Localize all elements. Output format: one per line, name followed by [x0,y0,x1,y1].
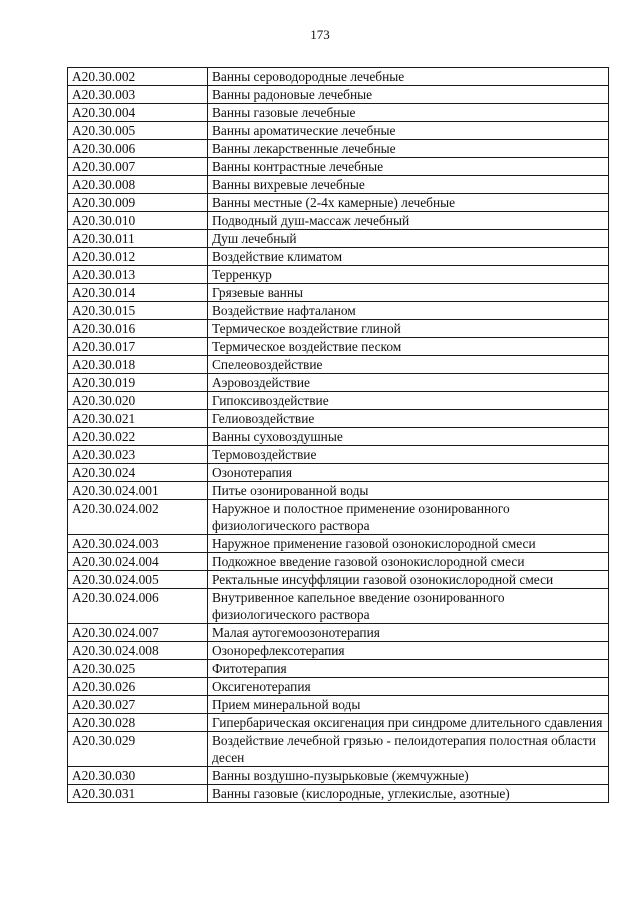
service-code-cell: A20.30.009 [68,194,208,212]
service-name-cell: Питье озонированной воды [208,482,609,500]
service-name-cell: Ванны газовые (кислородные, углекислые, азотные) [208,785,609,803]
service-name-cell: Фитотерапия [208,660,609,678]
service-code-cell: A20.30.004 [68,104,208,122]
service-name-cell: Воздействие лечебной грязью - пелоидотерапия полостная области десен [208,732,609,767]
table-row [68,68,609,86]
service-code-cell: A20.30.018 [68,356,208,374]
table-row [68,482,609,500]
table-row [68,446,609,464]
table-body [68,68,609,803]
service-name-cell: Ванны вихревые лечебные [208,176,609,194]
service-name-cell: Оксигенотерапия [208,678,609,696]
service-name-cell: Озонорефлексотерапия [208,642,609,660]
service-code-cell: A20.30.022 [68,428,208,446]
table-row [68,589,609,624]
service-name-cell: Ректальные инсуффляции газовой озонокислородной смеси [208,571,609,589]
table-row [68,624,609,642]
service-code-cell: A20.30.024.003 [68,535,208,553]
table-row [68,678,609,696]
table-row [68,535,609,553]
service-code-cell: A20.30.025 [68,660,208,678]
table-row [68,410,609,428]
service-name-cell: Термовоздействие [208,446,609,464]
service-name-cell: Воздействие климатом [208,248,609,266]
service-name-cell: Грязевые ванны [208,284,609,302]
service-name-cell: Термическое воздействие песком [208,338,609,356]
table-row [68,302,609,320]
table-row [68,392,609,410]
table-row [68,767,609,785]
table-row [68,660,609,678]
service-code-cell: A20.30.024.001 [68,482,208,500]
service-code-cell: A20.30.023 [68,446,208,464]
table-row [68,230,609,248]
service-name-cell: Прием минеральной воды [208,696,609,714]
service-code-cell: A20.30.026 [68,678,208,696]
service-name-cell: Наружное применение газовой озонокислородной смеси [208,535,609,553]
table-row [68,212,609,230]
service-code-cell: A20.30.015 [68,302,208,320]
service-code-cell: A20.30.005 [68,122,208,140]
table-row [68,248,609,266]
service-name-cell: Наружное и полостное применение озонированного физиологического раствора [208,500,609,535]
service-code-cell: A20.30.024.002 [68,500,208,535]
table-row [68,428,609,446]
service-code-cell: A20.30.021 [68,410,208,428]
service-name-cell: Ванны суховоздушные [208,428,609,446]
service-name-cell: Душ лечебный [208,230,609,248]
service-code-cell: A20.30.024.008 [68,642,208,660]
service-name-cell: Малая аутогемоозонотерапия [208,624,609,642]
service-code-cell: A20.30.012 [68,248,208,266]
service-name-cell: Внутривенное капельное введение озонированного физиологического раствора [208,589,609,624]
service-name-cell: Спелеовоздействие [208,356,609,374]
service-code-cell: A20.30.011 [68,230,208,248]
service-name-cell: Ванны радоновые лечебные [208,86,609,104]
service-code-cell: A20.30.019 [68,374,208,392]
service-code-cell: A20.30.008 [68,176,208,194]
service-name-cell: Ванны контрастные лечебные [208,158,609,176]
service-name-cell: Воздействие нафталаном [208,302,609,320]
service-name-cell: Гелиовоздействие [208,410,609,428]
table-row [68,732,609,767]
service-code-cell: A20.30.024 [68,464,208,482]
service-code-cell: A20.30.020 [68,392,208,410]
service-code-cell: A20.30.024.004 [68,553,208,571]
table-row [68,266,609,284]
table-row [68,158,609,176]
table-row [68,571,609,589]
table-row [68,86,609,104]
service-code-cell: A20.30.007 [68,158,208,176]
table-row [68,194,609,212]
service-codes-table [67,67,609,803]
table-row [68,140,609,158]
service-code-cell: A20.30.028 [68,714,208,732]
service-code-cell: A20.30.016 [68,320,208,338]
table-row [68,320,609,338]
service-code-cell: A20.30.024.006 [68,589,208,624]
service-name-cell: Ванны местные (2-4х камерные) лечебные [208,194,609,212]
service-code-cell: A20.30.010 [68,212,208,230]
table-row [68,374,609,392]
table-row [68,176,609,194]
service-code-cell: A20.30.003 [68,86,208,104]
service-name-cell: Ванны газовые лечебные [208,104,609,122]
table-row [68,785,609,803]
table-row [68,122,609,140]
table-row [68,284,609,302]
table-row [68,464,609,482]
table-row [68,642,609,660]
service-code-cell: A20.30.017 [68,338,208,356]
service-name-cell: Подводный душ-массаж лечебный [208,212,609,230]
table-row [68,553,609,571]
service-code-cell: A20.30.024.007 [68,624,208,642]
service-code-cell: A20.30.024.005 [68,571,208,589]
service-name-cell: Ванны ароматические лечебные [208,122,609,140]
service-code-cell: A20.30.031 [68,785,208,803]
service-name-cell: Терренкур [208,266,609,284]
service-code-cell: A20.30.030 [68,767,208,785]
service-code-cell: A20.30.014 [68,284,208,302]
table-row [68,714,609,732]
table-row [68,338,609,356]
service-name-cell: Гипербарическая оксигенация при синдроме длительного сдавления [208,714,609,732]
page-number: 173 [310,27,330,42]
service-name-cell: Гипоксивоздействие [208,392,609,410]
service-code-cell: A20.30.006 [68,140,208,158]
service-name-cell: Подкожное введение газовой озонокислородной смеси [208,553,609,571]
table-row [68,104,609,122]
service-name-cell: Термическое воздействие глиной [208,320,609,338]
service-code-cell: A20.30.013 [68,266,208,284]
service-code-cell: A20.30.027 [68,696,208,714]
table-row [68,696,609,714]
service-name-cell: Аэровоздействие [208,374,609,392]
service-code-cell: A20.30.029 [68,732,208,767]
service-code-cell: A20.30.002 [68,68,208,86]
service-name-cell: Ванны воздушно-пузырьковые (жемчужные) [208,767,609,785]
service-name-cell: Ванны лекарственные лечебные [208,140,609,158]
table-row [68,500,609,535]
service-name-cell: Озонотерапия [208,464,609,482]
service-name-cell: Ванны сероводородные лечебные [208,68,609,86]
table-row [68,356,609,374]
